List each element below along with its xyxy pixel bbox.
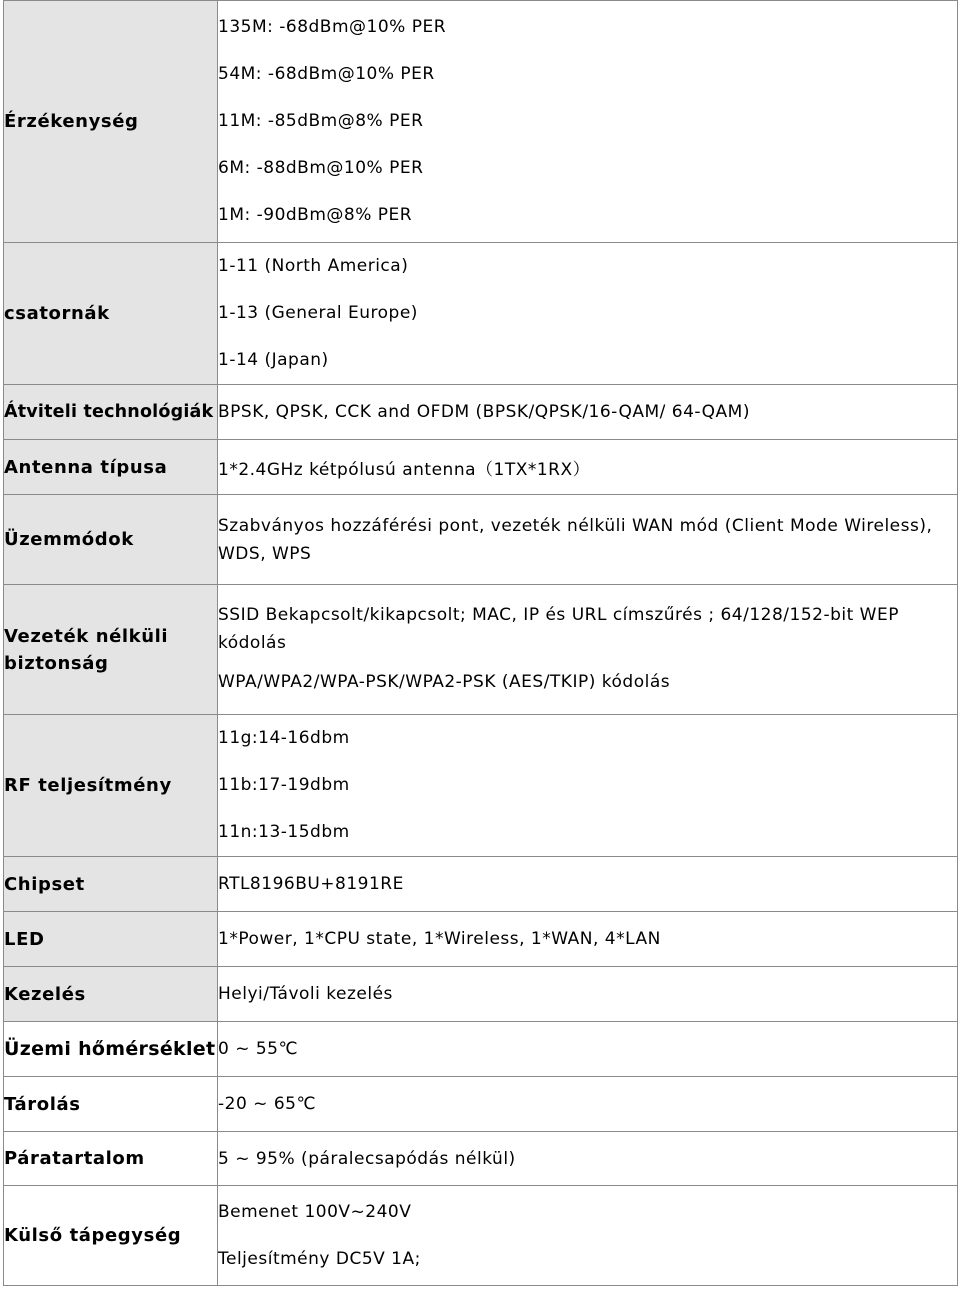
table-row bbox=[4, 1132, 958, 1186]
table-row bbox=[4, 1, 958, 243]
row-label: Kezelés bbox=[4, 967, 218, 1022]
value-line: 135M: -68dBm@10% PER bbox=[218, 17, 447, 37]
table-row bbox=[4, 495, 958, 585]
table-row bbox=[4, 715, 958, 857]
row-label: Külső tápegység bbox=[4, 1186, 218, 1286]
row-value: -20 ~ 65℃ bbox=[218, 1077, 958, 1132]
value-line: Szabványos hozzáférési pont, vezeték nélküli WAN mód (Client Mode Wireless), WDS, WPS bbox=[218, 515, 933, 564]
row-value bbox=[218, 1, 958, 243]
row-label: RF teljesítmény bbox=[4, 715, 218, 857]
row-label: Üzemi hőmérséklet bbox=[4, 1022, 218, 1077]
value-line: Bemenet 100V~240V bbox=[218, 1201, 412, 1222]
value-line: 1-11 (North America) bbox=[218, 256, 409, 276]
value-line: 1M: -90dBm@8% PER bbox=[218, 205, 413, 225]
row-value: 1*Power, 1*CPU state, 1*Wireless, 1*WAN, 4*LAN bbox=[218, 912, 958, 967]
table-row bbox=[4, 912, 958, 967]
table-row bbox=[4, 1186, 958, 1286]
value-line: 54M: -68dBm@10% PER bbox=[218, 64, 435, 84]
row-label: Érzékenység bbox=[4, 1, 218, 243]
value-line: 11n:13-15dbm bbox=[218, 822, 350, 842]
row-label: Páratartalom bbox=[4, 1132, 218, 1186]
table-row bbox=[4, 243, 958, 385]
row-label: Chipset bbox=[4, 857, 218, 912]
spec-table bbox=[3, 0, 958, 1286]
value-line: Teljesítmény DC5V 1A; bbox=[218, 1248, 421, 1269]
row-value bbox=[218, 585, 958, 715]
row-label: Antenna típusa bbox=[4, 440, 218, 495]
row-label: Átviteli technológiák bbox=[4, 385, 218, 440]
value-line: 1-13 (General Europe) bbox=[218, 303, 418, 323]
value-line: 11M: -85dBm@8% PER bbox=[218, 111, 424, 131]
row-value bbox=[218, 715, 958, 857]
value-line: 11b:17-19dbm bbox=[218, 775, 350, 795]
table-row bbox=[4, 967, 958, 1022]
row-label: csatornák bbox=[4, 243, 218, 385]
row-value: 1*2.4GHz kétpólusú antenna（1TX*1RX） bbox=[218, 440, 958, 495]
value-line: 11g:14-16dbm bbox=[218, 728, 350, 748]
table-row bbox=[4, 1077, 958, 1132]
value-line: WPA/WPA2/WPA-PSK/WPA2-PSK (AES/TKIP) kódolás bbox=[218, 671, 671, 692]
value-line: 6M: -88dBm@10% PER bbox=[218, 158, 424, 178]
table-row bbox=[4, 585, 958, 715]
row-label: Üzemmódok bbox=[4, 495, 218, 585]
row-value: BPSK, QPSK, CCK and OFDM (BPSK/QPSK/16-QAM/ 64-QAM) bbox=[218, 385, 958, 440]
row-value bbox=[218, 243, 958, 385]
value-line: SSID Bekapcsolt/kikapcsolt; MAC, IP és URL címszűrés ; 64/128/152-bit WEP kódolás bbox=[218, 604, 899, 653]
row-value: RTL8196BU+8191RE bbox=[218, 857, 958, 912]
row-value bbox=[218, 1186, 958, 1286]
table-row bbox=[4, 385, 958, 440]
row-label: Vezeték nélküli biztonság bbox=[4, 585, 218, 715]
row-label: LED bbox=[4, 912, 218, 967]
value-line: 1-14 (Japan) bbox=[218, 350, 329, 370]
row-value: Helyi/Távoli kezelés bbox=[218, 967, 958, 1022]
table-row bbox=[4, 440, 958, 495]
table-row bbox=[4, 857, 958, 912]
row-value: 5 ~ 95% (páralecsapódás nélkül) bbox=[218, 1132, 958, 1186]
row-value bbox=[218, 495, 958, 585]
row-label: Tárolás bbox=[4, 1077, 218, 1132]
table-row bbox=[4, 1022, 958, 1077]
row-value: 0 ~ 55℃ bbox=[218, 1022, 958, 1077]
